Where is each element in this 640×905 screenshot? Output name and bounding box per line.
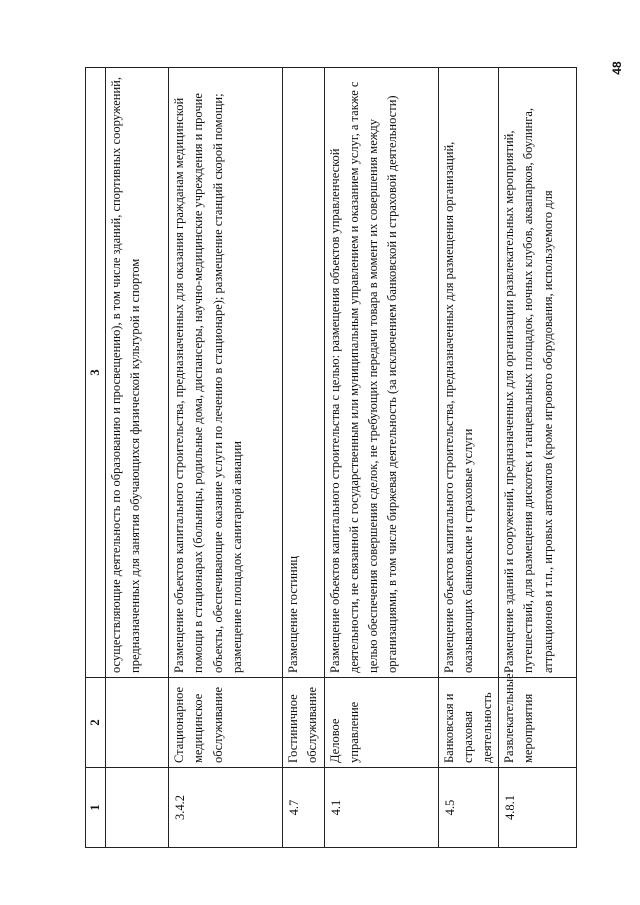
use-name: Стационарное медицинское обслуживание [169,678,283,768]
use-code: 4.1 [324,768,438,848]
use-description: осуществляющие деятельность по образованию и просвещению), в том числе зданий, спортивных сооружений, предназначенных для занятия обучающихся физической культурой и спортом [106,68,169,678]
use-description: Размещение объектов капитального строительства с целью: размещения объектов управленческой деятельности, не связанной с государственным или муниципальным управлением и оказанием услуг, а также с целью обеспечения совершения сделок, не требующих передачи товара в момент их совершения между организациями, в том числе биржевая деятельность (за исключением банковской и страховой деятельности) [324,68,438,678]
use-code [106,768,169,848]
table-header-row [86,68,106,848]
use-name: Гостиничное обслуживание [283,678,324,768]
table-row [283,68,324,848]
use-code: 3.4.2 [169,768,283,848]
table-row [106,68,169,848]
page-number: 48 [610,61,624,75]
use-description: Размещение гостиниц [283,68,324,678]
use-code: 4.7 [283,768,324,848]
column-header-1: 1 [86,768,106,848]
table-row [438,68,499,848]
column-header-2: 2 [86,678,106,768]
use-code: 4.8.1 [499,768,577,848]
use-name: Деловое управление [324,678,438,768]
use-description: Размещение объектов капитального строительства, предназначенных для размещения организаций, оказывающих банковские и страховые услуги [438,68,499,678]
use-name: Развлекательные мероприятия [499,678,577,768]
column-header-3: 3 [86,68,106,678]
table-row [324,68,438,848]
use-name [106,678,169,768]
use-name: Банковская и страховая деятельность [438,678,499,768]
use-code: 4.5 [438,768,499,848]
use-description: Размещение объектов капитального строительства, предназначенных для оказания гражданам медицинской помощи в стационарах (больницы, родильные дома, диспансеры, научно-медицинские учреждения и прочие объекты, обеспечивающие оказание услуги по лечению в стационаре); размещение станций скорой помощи; размещение площадок санитарной авиации [169,68,283,678]
use-description: Размещение зданий и сооружений, предназначенных для организации развлекательных мероприятий, путешествий, для размещения дискотек и танцевальных площадок, ночных клубов, аквапарков, боулинга, аттракционов и т.п., игровых автоматов (кроме игрового оборудования, используемого для [499,68,577,678]
table-row [499,68,577,848]
land-use-table [85,67,577,848]
table-row [169,68,283,848]
